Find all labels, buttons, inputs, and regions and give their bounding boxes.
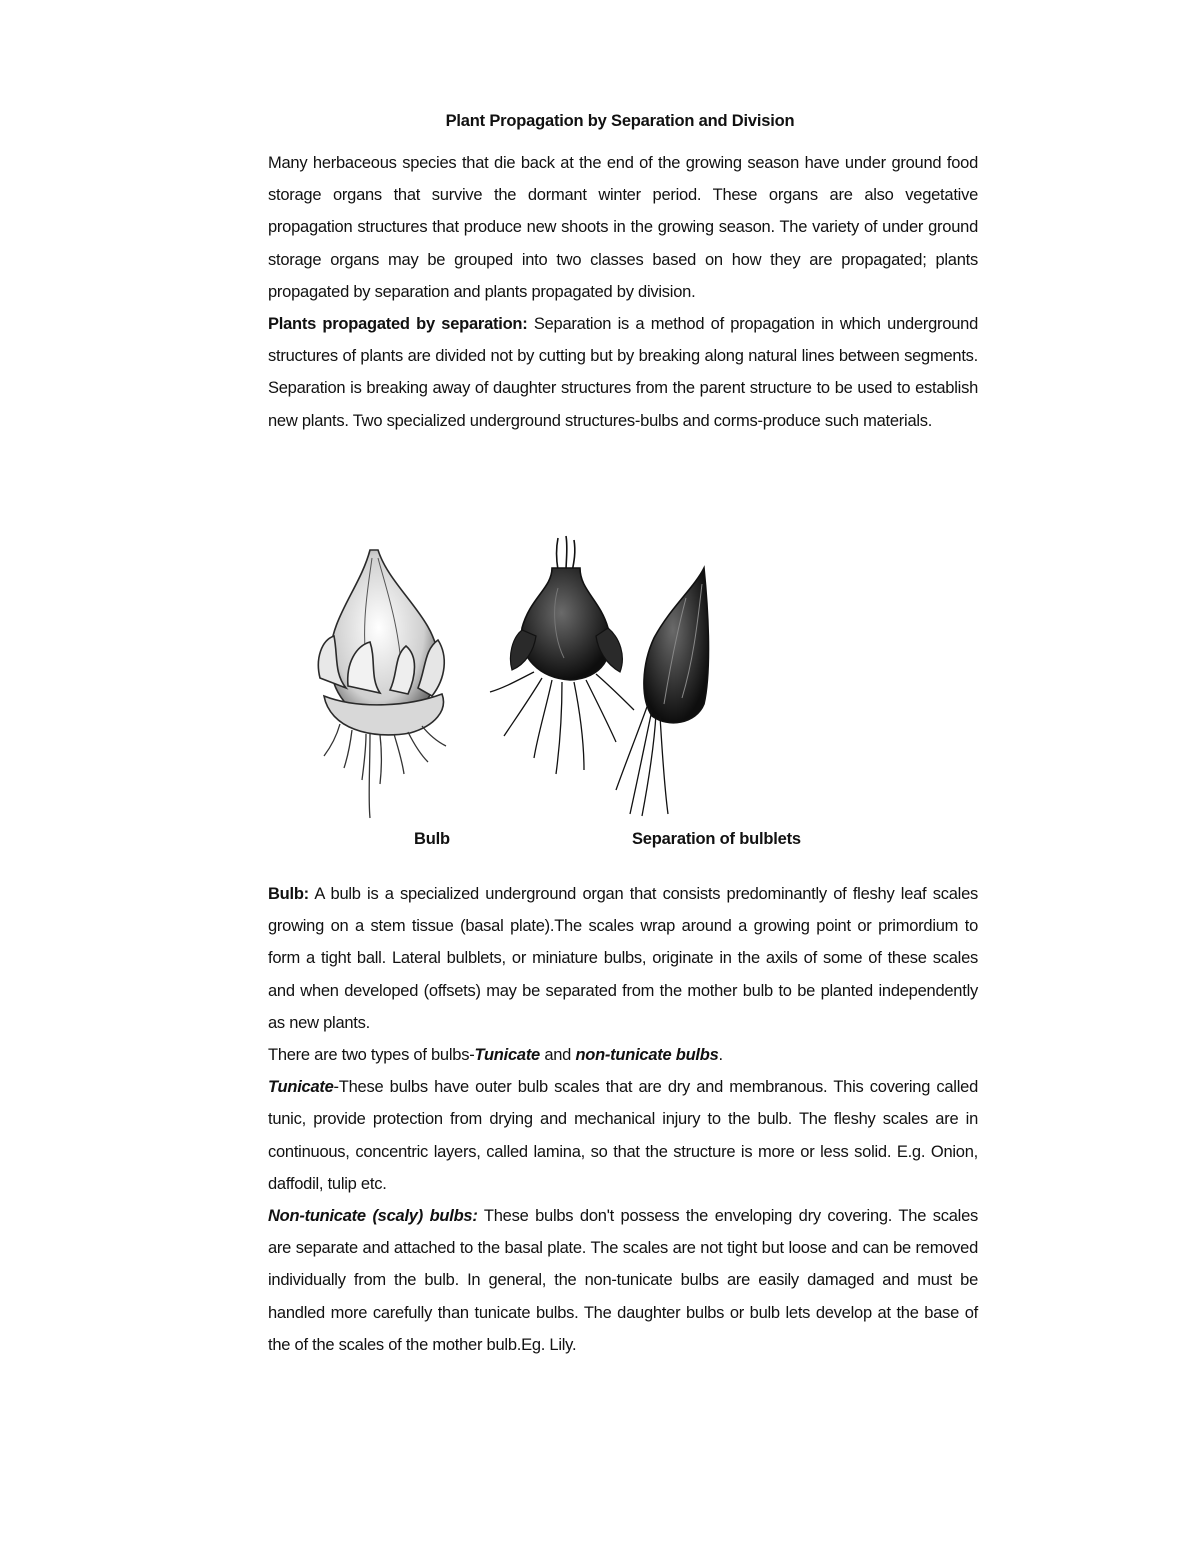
text-block-bottom	[268, 878, 978, 1361]
types-tunicate: Tunicate	[474, 1046, 540, 1065]
bulb-text: A bulb is a specialized underground organ that consists predominantly of fleshy leaf scales growing on a stem tissue (basal plate).The scales wrap around a growing point or primordium to form a tight ball. Lateral bulblets, or miniature bulbs, originate in the axils of some of these scales and when developed (offsets) may be separated from the mother bulb to be planted independently as new plants.	[268, 885, 978, 1032]
bulb-with-bulblets-drawing	[490, 536, 709, 816]
types-end: .	[718, 1046, 723, 1065]
bulb-illustration	[290, 528, 710, 822]
intro-paragraph: Many herbaceous species that die back at the end of the growing season have under ground food storage organs that survive the dormant winter period. These organs are also vegetative propagation structures that produce new shoots in the growing season. The variety of under ground storage organs may be grouped into two classes based on how they are propagated; plants propagated by separation and plants propagated by division.	[268, 154, 978, 301]
types-and: and	[539, 1046, 576, 1065]
bulb-heading: Bulb:	[268, 885, 309, 903]
bulb-paragraph	[268, 878, 978, 1039]
tunicate-bulb-drawing	[318, 550, 446, 818]
types-prefix: There are two types of bulbs-	[268, 1046, 475, 1065]
tunicate-text: -These bulbs have outer bulb scales that are dry and membranous. This covering called tunic, provide protection from drying and mechanical injury to the bulb. The fleshy scales are in continuous, concentric layers, called lamina, so that the structure is more or less solid. E.g. Onion, daffodil, tulip etc.	[268, 1078, 978, 1193]
caption-separation: Separation of bulblets	[632, 830, 801, 848]
tunicate-heading: Tunicate	[268, 1078, 334, 1097]
tunicate-paragraph	[268, 1071, 978, 1200]
text-block-top	[268, 147, 978, 437]
separation-heading: Plants propagated by separation:	[268, 315, 528, 334]
nontunicate-heading: Non-tunicate (scaly) bulbs:	[268, 1207, 478, 1226]
nontunicate-text: These bulbs don't possess the enveloping dry covering. The scales are separate and attached to the basal plate. The scales are not tight but loose and can be removed individually from the bulb. In general, the non-tunicate bulbs are easily damaged and must be handled more carefully than tunicate bulbs. The daughter bulbs or bulb lets develop at the base of the of the scales of the mother bulb.Eg. Lily.	[268, 1207, 978, 1354]
types-nontunicate: non-tunicate bulbs	[575, 1046, 719, 1065]
separation-text: Separation is a method of propagation in which underground structures of plants are divided not by cutting but by breaking along natural lines between segments. Separation is breaking away of daughter structures from the parent structure to be used to establish new plants. Two specialized underground structures-bulbs and corms-produce such materials.	[268, 315, 978, 430]
nontunicate-paragraph	[268, 1200, 978, 1361]
caption-bulb: Bulb	[414, 830, 450, 848]
page-title: Plant Propagation by Separation and Division	[445, 112, 795, 130]
separation-paragraph	[268, 308, 978, 437]
types-paragraph	[268, 1039, 978, 1071]
